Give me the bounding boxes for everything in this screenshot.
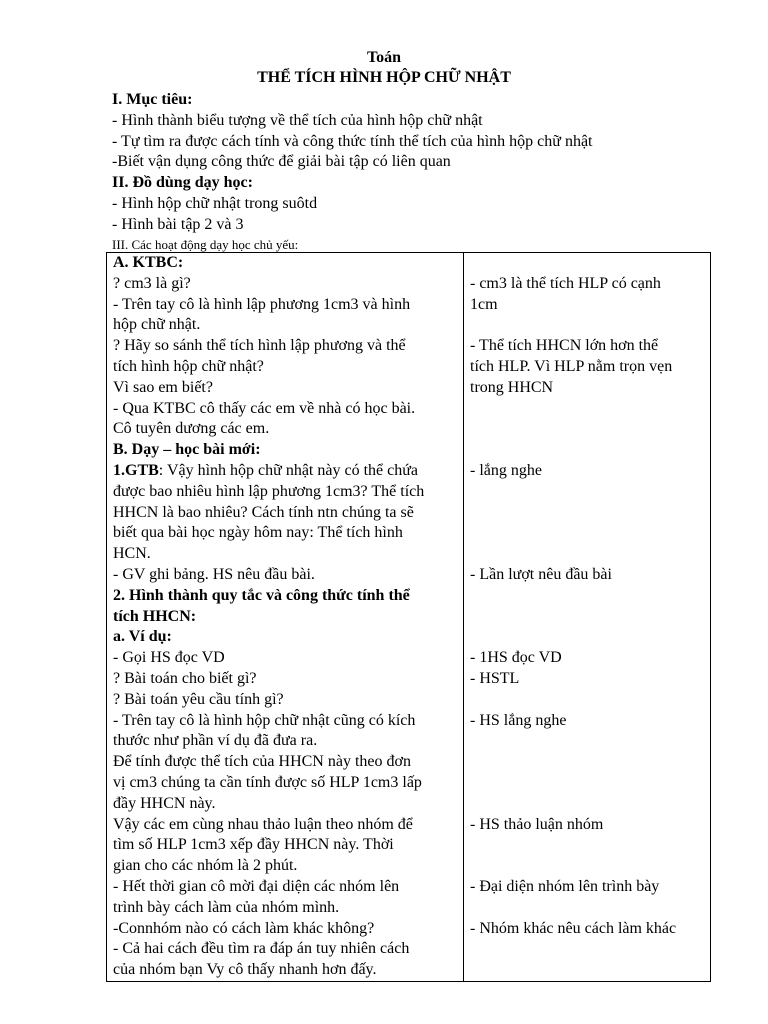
activities-heading: III. Các hoạt động dạy học chủ yếu:	[112, 236, 299, 252]
lesson-title: THỂ TÍCH HÌNH HỘP CHỮ NHẬT	[257, 69, 511, 86]
teacher-activity-line: 1.GTB: Vậy hình hộp chữ nhật này có thể chứa	[113, 461, 418, 479]
teacher-activity-line: A. KTBC:	[113, 254, 184, 271]
teacher-activity-line: - Trên tay cô là hình lập phương 1cm3 và hình	[113, 295, 411, 313]
teacher-activity-line: ? cm3 là gì?	[113, 274, 191, 292]
student-activity-line	[470, 627, 706, 648]
objectives-heading: I. Mục tiêu:	[112, 91, 193, 108]
student-activity-line: 1cm	[470, 295, 498, 313]
teacher-activity-line: biết qua bài học ngày hôm nay: Thể tích hình	[113, 524, 403, 542]
student-activity-line	[470, 752, 706, 773]
teacher-activity-line: Để tính được thể tích của HHCN này theo đơn	[113, 753, 411, 771]
material-item: - Hình bài tập 2 và 3	[112, 215, 244, 233]
teacher-activity-line: - GV ghi bảng. HS nêu đầu bài.	[113, 565, 315, 583]
student-activity-line: - cm3 là thể tích HLP có cạnh	[470, 274, 661, 292]
teacher-activity-line: Vậy các em cùng nhau thảo luận theo nhóm để	[113, 815, 413, 833]
student-activity-line	[470, 960, 706, 981]
student-activity-line	[470, 794, 706, 815]
student-activity-line: - HS lắng nghe	[470, 711, 567, 729]
teacher-activity-line: ? Hãy so sánh thể tích hình lập phương và thể	[113, 337, 406, 355]
student-activity-line: - HS thảo luận nhóm	[470, 815, 604, 833]
student-activity-line	[470, 690, 706, 711]
student-activity-line	[470, 440, 706, 461]
teacher-activity-line: - Qua KTBC cô thấy các em về nhà có học bài.	[113, 399, 416, 417]
student-activity-line	[470, 482, 706, 503]
materials-heading: II. Đồ dùng dạy học:	[112, 174, 253, 192]
student-activity-line	[470, 544, 706, 565]
student-activity-line: - Thể tích HHCN lớn hơn thể	[470, 337, 659, 355]
teacher-activity-line: tìm số HLP 1cm3 xếp đầy HHCN này. Thời	[113, 836, 394, 854]
teacher-activity-line: Cô tuyên dương các em.	[113, 420, 270, 438]
teacher-activity-line: Vì sao em biết?	[113, 378, 213, 396]
teacher-activity-line: ? Bài toán cho biết gì?	[113, 669, 257, 687]
student-activity-line: tích HLP. Vì HLP nằm trọn vẹn	[470, 357, 673, 375]
student-activity-line	[470, 731, 706, 752]
student-activity-line	[470, 856, 706, 877]
student-activity-line	[470, 399, 706, 420]
lesson-intro	[112, 90, 732, 253]
objective-item: -Biết vận dụng công thức để giải bài tập có liên quan	[112, 153, 451, 171]
student-activity-line: trong HHCN	[470, 378, 554, 396]
teacher-activity-line: HHCN là bao nhiêu? Cách tính ntn chúng ta sẽ	[113, 503, 414, 521]
objective-item: - Tự tìm ra được cách tính và công thức tính thể tích của hình hộp chữ nhật	[112, 132, 593, 150]
teacher-activity-line: tích HHCN:	[113, 607, 197, 625]
student-activity-line	[470, 503, 706, 524]
student-activity-line	[470, 898, 706, 919]
teacher-activity-line: hộp chữ nhật.	[113, 316, 201, 334]
teacher-activity-line: gian cho các nhóm là 2 phút.	[113, 857, 298, 875]
activities-table	[106, 252, 711, 982]
student-activity-line	[470, 773, 706, 794]
student-activity-line: - Lần lượt nêu đầu bài	[470, 565, 612, 583]
objective-item: - Hình thành biểu tượng về thể tích của hình hộp chữ nhật	[112, 111, 483, 129]
teacher-activity-line: a. Ví dụ:	[113, 628, 172, 646]
teacher-activity-line: - Gọi HS đọc VD	[113, 649, 225, 667]
student-activity-line	[470, 253, 706, 274]
teacher-activity-line: - Hết thời gian cô mời đại diện các nhóm lên	[113, 877, 400, 895]
student-activity-line	[470, 419, 706, 440]
subject-heading: Toán	[366, 49, 402, 66]
teacher-activity-line: -Connhóm nào có cách làm khác không?	[113, 919, 375, 937]
teacher-activity-line: vị cm3 chúng ta cần tính được số HLP 1cm3 lấp	[113, 773, 422, 791]
student-activity-line	[470, 835, 706, 856]
column-divider	[463, 253, 464, 981]
teacher-activity-line: trình bày cách làm của nhóm mình.	[113, 898, 340, 916]
teacher-activity-line: B. Dạy – học bài mới:	[113, 441, 261, 459]
teacher-activity-line: thước như phần ví dụ đã đưa ra.	[113, 732, 318, 750]
student-activity-line: - HSTL	[470, 669, 520, 687]
teacher-activity-line: được bao nhiêu hình lập phương 1cm3? Thể tích	[113, 482, 425, 500]
student-activity-line	[470, 586, 706, 607]
student-activities-column	[470, 253, 706, 981]
student-activity-line: - 1HS đọc VD	[470, 649, 562, 667]
teacher-activities-column	[113, 253, 459, 981]
teacher-activity-line: đầy HHCN này.	[113, 794, 216, 812]
student-activity-line: - lắng nghe	[470, 461, 542, 479]
student-activity-line	[470, 607, 706, 628]
student-activity-line	[470, 315, 706, 336]
student-activity-line: - Nhóm khác nêu cách làm khác	[470, 919, 677, 937]
teacher-activity-line: của nhóm bạn Vy cô thấy nhanh hơn đấy.	[113, 961, 377, 979]
teacher-activity-line: - Trên tay cô là hình hộp chữ nhật cũng có kích	[113, 711, 416, 729]
teacher-activity-line: ? Bài toán yêu cầu tính gì?	[113, 690, 284, 708]
student-activity-line: - Đại diện nhóm lên trình bày	[470, 877, 660, 895]
material-item: - Hình hộp chữ nhật trong suôtd	[112, 194, 318, 212]
teacher-activity-line: HCN.	[113, 545, 151, 563]
teacher-activity-line: 2. Hình thành quy tắc và công thức tính thể	[113, 586, 410, 604]
student-activity-line	[470, 939, 706, 960]
student-activity-line	[470, 523, 706, 544]
teacher-activity-line: tích hình hộp chữ nhật?	[113, 357, 264, 375]
teacher-activity-line: - Cả hai cách đều tìm ra đáp án tuy nhiên cách	[113, 940, 410, 958]
